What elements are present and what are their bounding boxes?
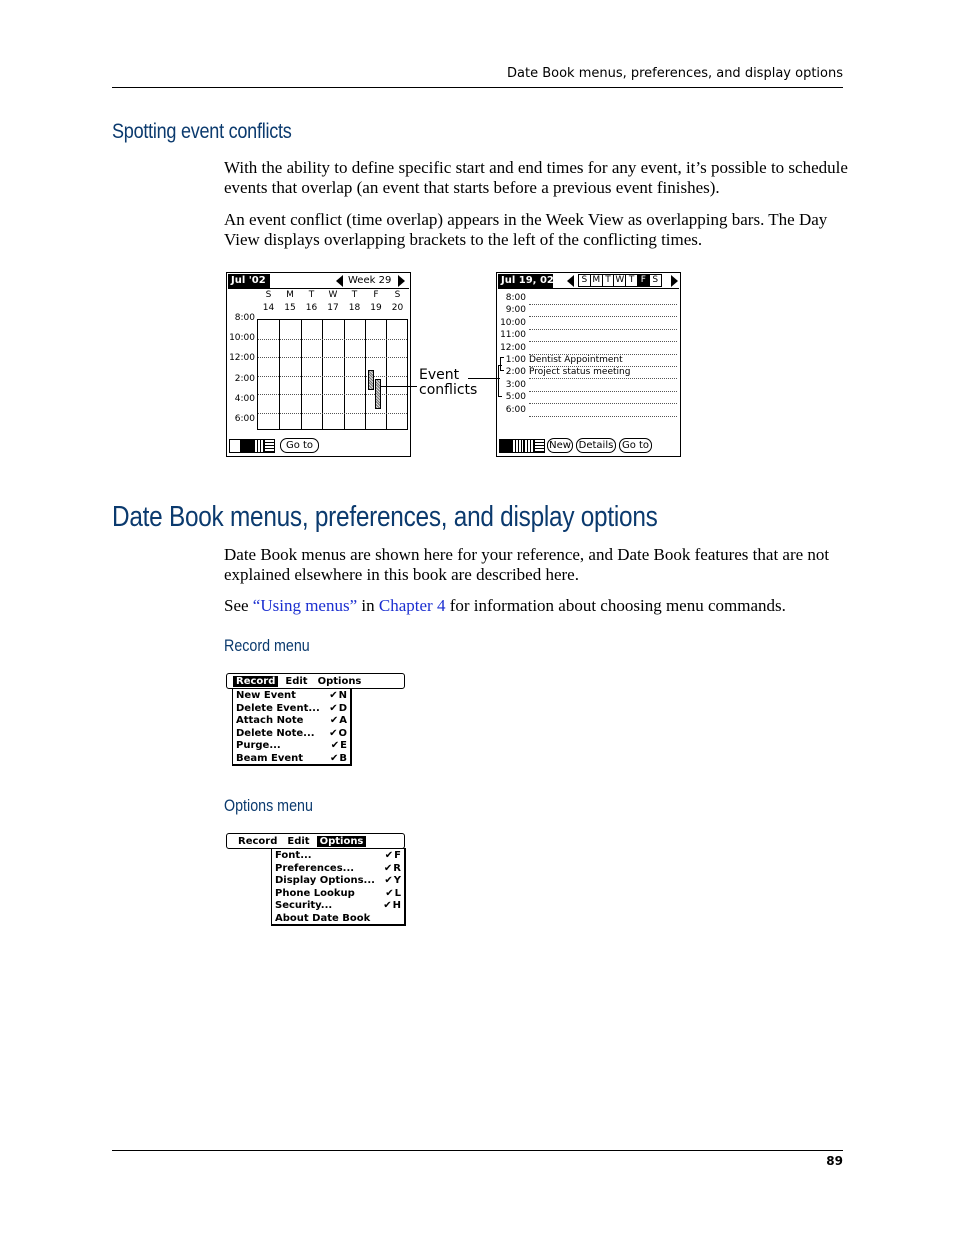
- menu-item-shortcut: [383, 900, 401, 913]
- menu-item-shortcut: [329, 703, 347, 716]
- day-time-label: 3:00: [505, 379, 526, 390]
- week-time-label: 4:00: [234, 393, 255, 404]
- header-rule: [112, 87, 843, 88]
- section-heading-menus: Date Book menus, preferences, and display options: [112, 501, 658, 533]
- shortcut-letter: L: [394, 887, 401, 899]
- in-text: in: [361, 596, 375, 615]
- shortcut-letter: E: [340, 740, 347, 751]
- command-stroke-icon: ✔: [383, 862, 393, 874]
- options-menu-heading: Options menu: [224, 796, 313, 815]
- menubar-edit[interactable]: Edit: [285, 675, 308, 687]
- day-time-label: 8:00: [505, 293, 526, 303]
- menu-item[interactable]: [275, 900, 401, 913]
- week-time-label: 6:00: [234, 414, 255, 424]
- menu-item[interactable]: [275, 850, 401, 863]
- week-time-label: 2:00: [234, 373, 255, 384]
- menu-item-label: Attach Note: [236, 715, 304, 726]
- day-time-label: 2:00: [505, 367, 526, 378]
- menu-bar: [226, 833, 405, 849]
- menu-item-shortcut: [385, 850, 401, 863]
- record-dropdown: [232, 688, 352, 766]
- command-stroke-icon: ✔: [383, 900, 392, 911]
- day-picker-0[interactable]: S: [578, 274, 591, 287]
- day-event-slot[interactable]: Dentist Appointment: [529, 355, 677, 367]
- menu-item-label: New Event: [236, 690, 296, 701]
- menu-item-label: Delete Note...: [236, 727, 315, 739]
- grid-row-line: [258, 339, 407, 340]
- callout-label: [419, 368, 477, 398]
- week-day-letter: T: [351, 290, 358, 300]
- menu-item[interactable]: [275, 888, 401, 901]
- menu-item-shortcut: [330, 753, 347, 766]
- shortcut-letter: R: [393, 862, 401, 874]
- day-event-slot[interactable]: [529, 392, 677, 404]
- see-text: See: [224, 596, 249, 615]
- shortcut-letter: Y: [393, 875, 401, 886]
- grid-row-line: [258, 376, 407, 377]
- day-event-slot[interactable]: [529, 343, 677, 355]
- day-time-label: 1:00: [505, 355, 526, 365]
- day-time-label: 9:00: [505, 305, 526, 316]
- command-stroke-icon: ✔: [330, 740, 340, 751]
- week-day-date[interactable]: 19: [370, 303, 382, 313]
- day-picker-6[interactable]: S: [649, 274, 662, 287]
- day-picker[interactable]: [578, 274, 668, 288]
- menu-bar: [226, 673, 405, 689]
- day-time-label: 10:00: [500, 317, 526, 328]
- day-event-slot[interactable]: [529, 305, 677, 317]
- day-time-label: 12:00: [500, 342, 526, 353]
- day-time-label: 6:00: [505, 404, 526, 415]
- shortcut-letter: D: [338, 702, 347, 714]
- menu-item[interactable]: [275, 875, 401, 888]
- day-event-slot[interactable]: [529, 330, 677, 342]
- using-menus-link[interactable]: “Using menus”: [252, 596, 358, 615]
- callout-line1: Event: [419, 367, 460, 383]
- shortcut-letter: H: [392, 900, 401, 911]
- view-toggle-buttons[interactable]: [499, 439, 545, 453]
- day-picker-3[interactable]: W: [615, 275, 625, 285]
- week-day-date[interactable]: 18: [348, 303, 361, 313]
- paragraph-3: Date Book menus are shown here for your reference, and Date Book features that are not explained elsewhere in this book are described here.: [224, 545, 830, 584]
- page-number: 89: [826, 1154, 843, 1168]
- week-view-icon[interactable]: [511, 440, 523, 452]
- callout-line2: conflicts: [419, 382, 478, 398]
- view-toggle-buttons[interactable]: [229, 439, 275, 453]
- menubar-record[interactable]: Record: [233, 676, 278, 687]
- menu-item-shortcut: [329, 690, 347, 703]
- day-picker-2[interactable]: T: [602, 274, 615, 287]
- next-day-arrow-icon[interactable]: [671, 275, 678, 287]
- week-view-icon[interactable]: [241, 440, 253, 452]
- week-view-screenshot: [226, 272, 411, 457]
- callout-leader-week: [380, 386, 417, 387]
- menubar-options[interactable]: Options: [317, 836, 367, 847]
- conflict-bar: [368, 370, 374, 390]
- day-event-slot[interactable]: [529, 293, 677, 305]
- menu-item-shortcut: [385, 888, 401, 901]
- day-picker-1[interactable]: M: [590, 274, 603, 287]
- shortcut-letter: B: [339, 752, 347, 764]
- menu-item[interactable]: [236, 753, 347, 766]
- menubar-record[interactable]: Record: [238, 835, 278, 847]
- day-event-slot[interactable]: [529, 318, 677, 330]
- week-time-label: 8:00: [234, 313, 255, 323]
- command-stroke-icon: ✔: [329, 727, 338, 739]
- week-day-date[interactable]: 20: [391, 303, 404, 313]
- week-grid[interactable]: [257, 319, 408, 430]
- shortcut-letter: O: [338, 727, 347, 739]
- week-time-label: 12:00: [229, 353, 255, 364]
- conflict-bracket: [498, 365, 502, 397]
- record-menu-heading: Record menu: [224, 636, 310, 655]
- menu-item[interactable]: [236, 715, 347, 728]
- day-event-slot[interactable]: [529, 380, 677, 392]
- command-stroke-icon: ✔: [329, 752, 339, 764]
- menu-item[interactable]: [236, 740, 347, 753]
- day-view-screenshot: [496, 272, 681, 457]
- menu-item-label: About Date Book: [275, 912, 371, 924]
- agenda-view-icon[interactable]: [534, 440, 544, 452]
- menu-item-shortcut: [329, 728, 347, 741]
- week-day-date[interactable]: 17: [327, 303, 339, 313]
- title-bar-line: [498, 288, 679, 289]
- menu-item-shortcut: [331, 740, 347, 753]
- week-day-date[interactable]: 14: [262, 303, 275, 313]
- command-stroke-icon: ✔: [329, 702, 338, 714]
- week-day-letter: S: [265, 290, 272, 300]
- paragraph-4: [224, 596, 849, 616]
- command-stroke-icon: ✔: [384, 850, 394, 861]
- paragraph-2: An event conflict (time overlap) appears in the Week View as overlapping bars. The Day View displays overlapping brackets to the left of the conflicting times.: [224, 210, 828, 249]
- week-day-letter: T: [308, 290, 315, 300]
- menu-item-label: Display Options...: [275, 875, 375, 886]
- grid-row-line: [258, 357, 407, 358]
- menu-item-label: Preferences...: [275, 862, 355, 874]
- date-label: Jul 19, 02: [501, 275, 554, 286]
- day-view-icon[interactable]: [230, 440, 241, 452]
- day-event-slot[interactable]: [529, 405, 677, 417]
- command-stroke-icon: ✔: [329, 690, 338, 701]
- menu-item-label: Font...: [275, 850, 312, 861]
- week-time-label: 10:00: [229, 333, 255, 344]
- next-week-arrow-icon[interactable]: [398, 275, 405, 287]
- menu-item-label: Beam Event: [236, 752, 304, 764]
- menu-item-shortcut: [384, 863, 401, 876]
- agenda-view-icon[interactable]: [264, 440, 274, 452]
- grid-row-line: [258, 394, 407, 395]
- section-heading-spotting-conflicts: Spotting event conflicts: [112, 120, 292, 143]
- details-button[interactable]: Details: [576, 438, 616, 453]
- menu-item[interactable]: [236, 728, 347, 741]
- rest-text: for information about choosing menu commands.: [449, 596, 786, 615]
- shortcut-letter: F: [394, 850, 401, 861]
- running-header: Date Book menus, preferences, and display options: [507, 66, 843, 81]
- prev-day-arrow-icon[interactable]: [567, 275, 574, 287]
- conflict-bar: [375, 379, 381, 409]
- shortcut-letter: A: [339, 715, 347, 726]
- day-picker-4[interactable]: T: [625, 274, 638, 287]
- menu-item-shortcut: [384, 875, 401, 888]
- options-dropdown: [271, 848, 406, 926]
- options-menu-screenshot: [226, 833, 406, 927]
- menu-item-label: Phone Lookup: [275, 887, 355, 899]
- month-label: Jul '02: [231, 275, 266, 286]
- week-day-letter: W: [328, 290, 338, 300]
- month-view-icon[interactable]: [253, 440, 264, 452]
- menu-item[interactable]: [236, 703, 347, 716]
- month-view-icon[interactable]: [523, 440, 534, 452]
- menu-item[interactable]: [275, 863, 401, 876]
- menubar-edit[interactable]: Edit: [287, 835, 310, 847]
- day-event-slot[interactable]: Project status meeting: [529, 367, 677, 379]
- shortcut-letter: N: [338, 690, 347, 701]
- week-day-date[interactable]: 16: [305, 303, 318, 313]
- week-day-letter: M: [286, 290, 294, 300]
- menu-item-label: Delete Event...: [236, 702, 320, 714]
- day-time-label: 11:00: [500, 330, 526, 341]
- menubar-options[interactable]: Options: [317, 675, 362, 687]
- week-day-letter: S: [394, 290, 401, 300]
- new-button[interactable]: New: [547, 438, 573, 453]
- goto-button[interactable]: Go to: [280, 438, 319, 453]
- week-day-date[interactable]: 15: [284, 303, 296, 313]
- day-schedule: [497, 293, 680, 418]
- day-picker-5[interactable]: F: [637, 274, 650, 287]
- prev-week-arrow-icon[interactable]: [336, 275, 343, 287]
- record-menu-screenshot: [226, 673, 406, 767]
- footer-rule: [112, 1150, 843, 1151]
- menu-item[interactable]: [236, 690, 347, 703]
- paragraph-1: With the ability to define specific start and end times for any event, it’s possible to schedule events that overlap (an event that starts before a previous event finishes).: [224, 158, 848, 197]
- menu-item-label: Purge...: [236, 740, 281, 751]
- menu-item[interactable]: [275, 913, 401, 926]
- grid-row-line: [258, 413, 407, 414]
- day-view-icon[interactable]: [500, 440, 511, 452]
- menu-item-label: Security...: [275, 900, 333, 911]
- chapter-4-link[interactable]: Chapter 4: [378, 596, 446, 615]
- goto-button[interactable]: Go to: [619, 438, 652, 453]
- command-stroke-icon: ✔: [329, 715, 339, 726]
- week-time-labels: [227, 273, 257, 458]
- command-stroke-icon: ✔: [385, 887, 394, 899]
- day-time-label: 5:00: [505, 392, 526, 403]
- command-stroke-icon: ✔: [384, 875, 393, 886]
- menu-item-shortcut: [330, 715, 347, 728]
- week-label: Week 29: [348, 275, 392, 286]
- week-day-letter: F: [373, 290, 379, 300]
